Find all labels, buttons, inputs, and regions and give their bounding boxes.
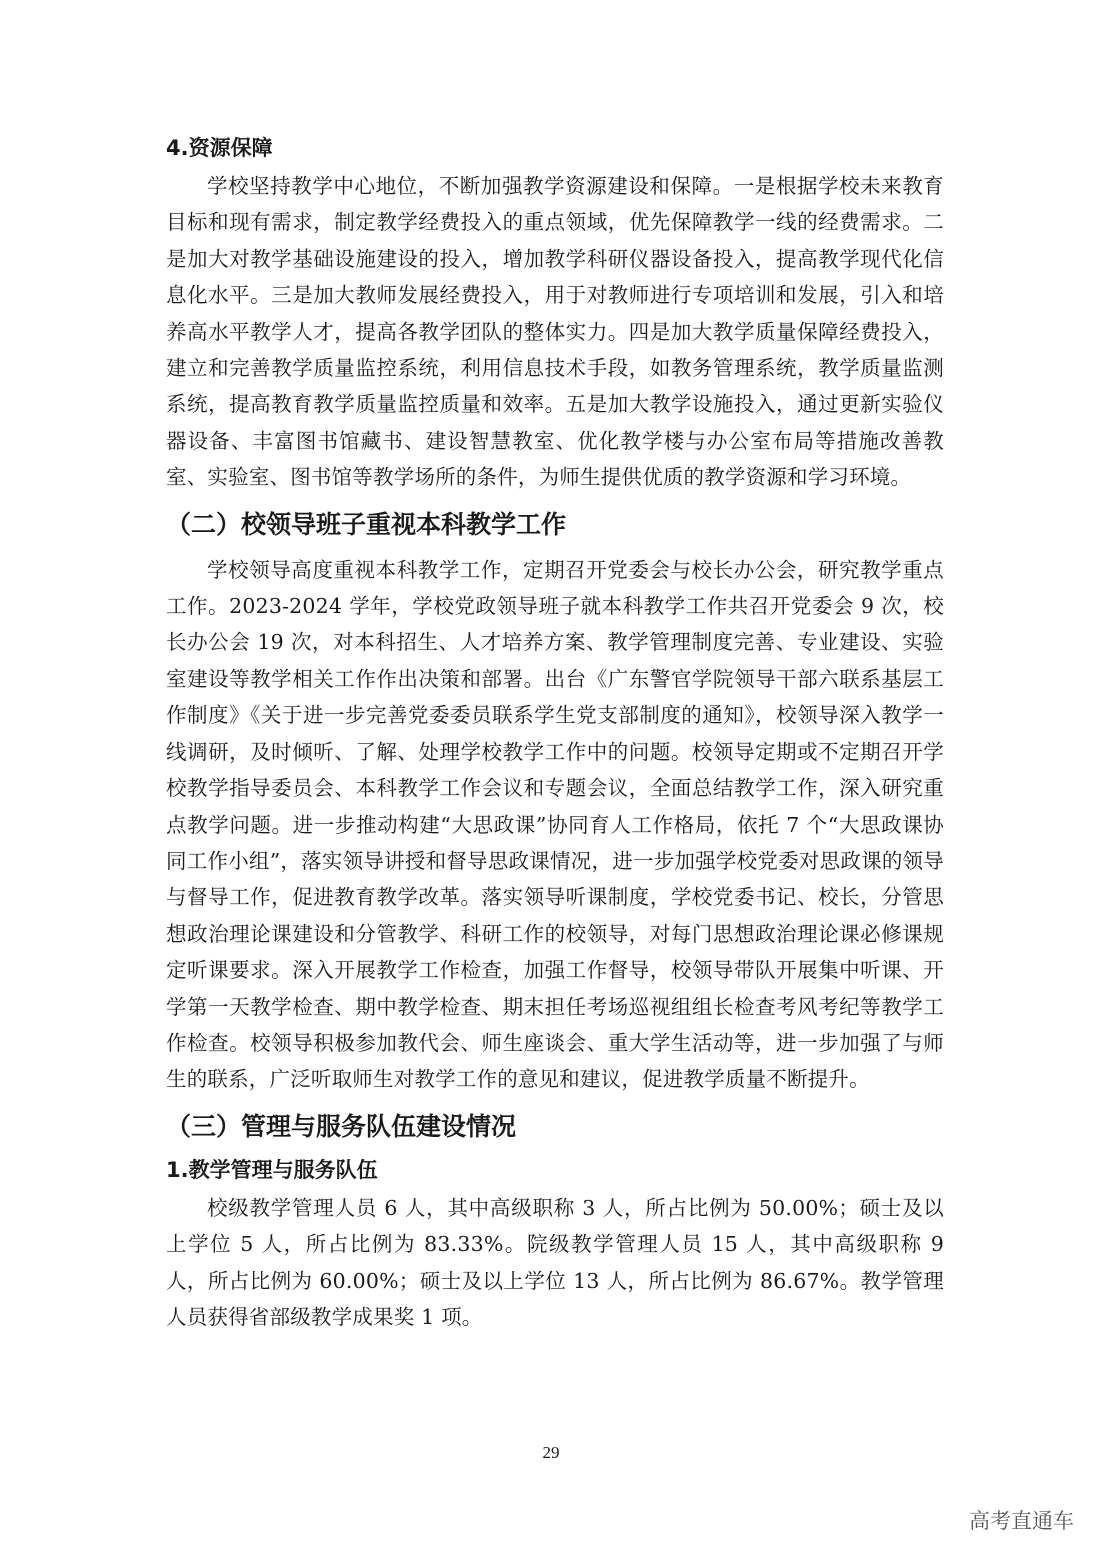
section-4-heading: 4.资源保障 bbox=[166, 136, 273, 160]
page-number: 29 bbox=[542, 1443, 560, 1462]
watermark: 高考直通车 bbox=[969, 1509, 1074, 1533]
section-two-paragraph: 学校领导高度重视本科教学工作，定期召开党委会与校长办公会，研究教学重点工作。2023-2024 学年，学校党政领导班子就本科教学工作共召开党委会 9 次，校长办公会 19 次，对本科招生、人才培养方案、教学管理制度完善、专业建设、实验室建设等教学相关工作作出决策和部署。出台《广东警官学院领导干部六联系基层工作制度》《关于进一步完善党委委员联系学生党支部制度的通知》，校领导深入教学一线调研，及时倾听、了解、处理学校教学工作中的问题。校领导定期或不定期召开学校教学指导委员会、本科教学工作会议和专题会议，全面总结教学工作，深入研究重点教学问题。进一步推动构建“大思政课”协同育人工作格局，依托 7 个“大思政课协同工作小组”，落实领导讲授和督导思政课情况，进一步加强学校党委对思政课的领导与督导工作，促进教育教学改革。落实领导听课制度，学校党委书记、校长，分管思想政治理论课建设和分管教学、科研工作的校领导，对每门思想政治理论课必修课规定听课要求。深入开展教学工作检查，加强工作督导，校领导带队开展集中听课、开学第一天教学检查、期中教学检查、期末担任考场巡视组组长检查考风考纪等教学工作检查。校领导积极参加教代会、师生座谈会、重大学生活动等，进一步加强了与师生的联系，广泛听取师生对教学工作的意见和建议，促进教学质量不断提升。 bbox=[166, 557, 944, 1092]
section-three-sub1-paragraph: 校级教学管理人员 6 人，其中高级职称 3 人，所占比例为 50.00%；硕士及以上学位 5 人，所占比例为 83.33%。院级教学管理人员 15 人，其中高级职称 9 人，所占比例为 60.00%；硕士及以上学位 13 人，所占比例为 86.67%。教学管理人员获得省部级教学成果奖 1 项。 bbox=[166, 1195, 944, 1329]
document-page bbox=[166, 128, 944, 1335]
section-4-paragraph: 学校坚持教学中心地位，不断加强教学资源建设和保障。一是根据学校未来教育目标和现有需求，制定教学经费投入的重点领域，优先保障教学一线的经费需求。二是加大对教学基础设施建设的投入，增加教学科研仪器设备投入，提高教学现代化信息化水平。三是加大教师发展经费投入，用于对教师进行专项培训和发展，引入和培养高水平教学人才，提高各教学团队的整体实力。四是加大教学质量保障经费投入，建立和完善教学质量监控系统，利用信息技术手段，如教务管理系统，教学质量监测系统，提高教育教学质量监控质量和效率。五是加大教学设施投入，通过更新实验仪器设备、丰富图书馆藏书、建设智慧教室、优化教学楼与办公室布局等措施改善教室、实验室、图书馆等教学场所的条件，为师生提供优质的教学资源和学习环境。 bbox=[166, 174, 944, 490]
section-two-heading: （二）校领导班子重视本科教学工作 bbox=[166, 509, 567, 539]
section-three-sub1-heading: 1.教学管理与服务队伍 bbox=[166, 1157, 378, 1182]
section-three-heading: （三）管理与服务队伍建设情况 bbox=[166, 1111, 517, 1141]
